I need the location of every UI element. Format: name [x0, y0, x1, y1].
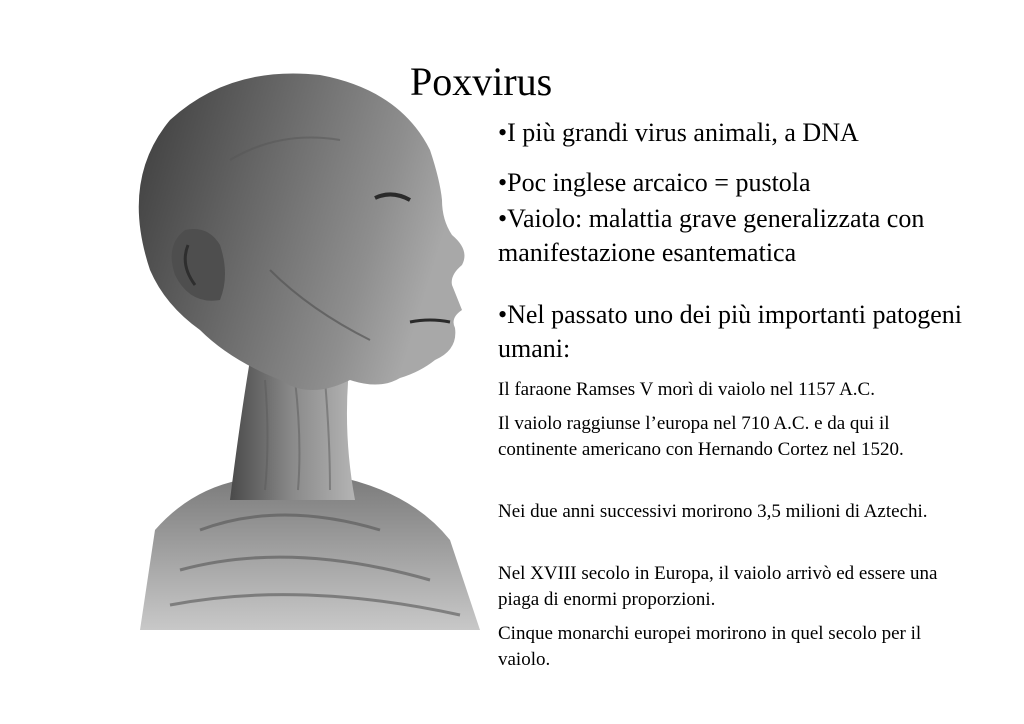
bullet-3: •Vaiolo: malattia grave generalizzata con manifestazione esantematica [498, 204, 925, 267]
bullet-1: •I più grandi virus animali, a DNA [498, 118, 859, 147]
note-3: Nei due anni successivi morirono 3,5 milioni di Aztechi. [498, 501, 928, 522]
note-2: Il vaiolo raggiunse l’europa nel 710 A.C. e da qui il continente americano con Hernando Cortez nel 1520. [498, 413, 904, 460]
bullet-2: •Poc inglese arcaico = pustola [498, 168, 811, 197]
slide-title: Poxvirus [410, 59, 553, 104]
mummy-head-photo [80, 60, 500, 630]
note-4: Nel XVIII secolo in Europa, il vaiolo arrivò ed essere una piaga di enormi proporzioni. [498, 563, 938, 610]
note-5: Cinque monarchi europei morirono in quel secolo per il vaiolo. [498, 623, 922, 670]
note-1: Il faraone Ramses V morì di vaiolo nel 1157 A.C. [498, 379, 875, 400]
bullet-4: •Nel passato uno dei più importanti patogeni umani: [498, 300, 963, 363]
